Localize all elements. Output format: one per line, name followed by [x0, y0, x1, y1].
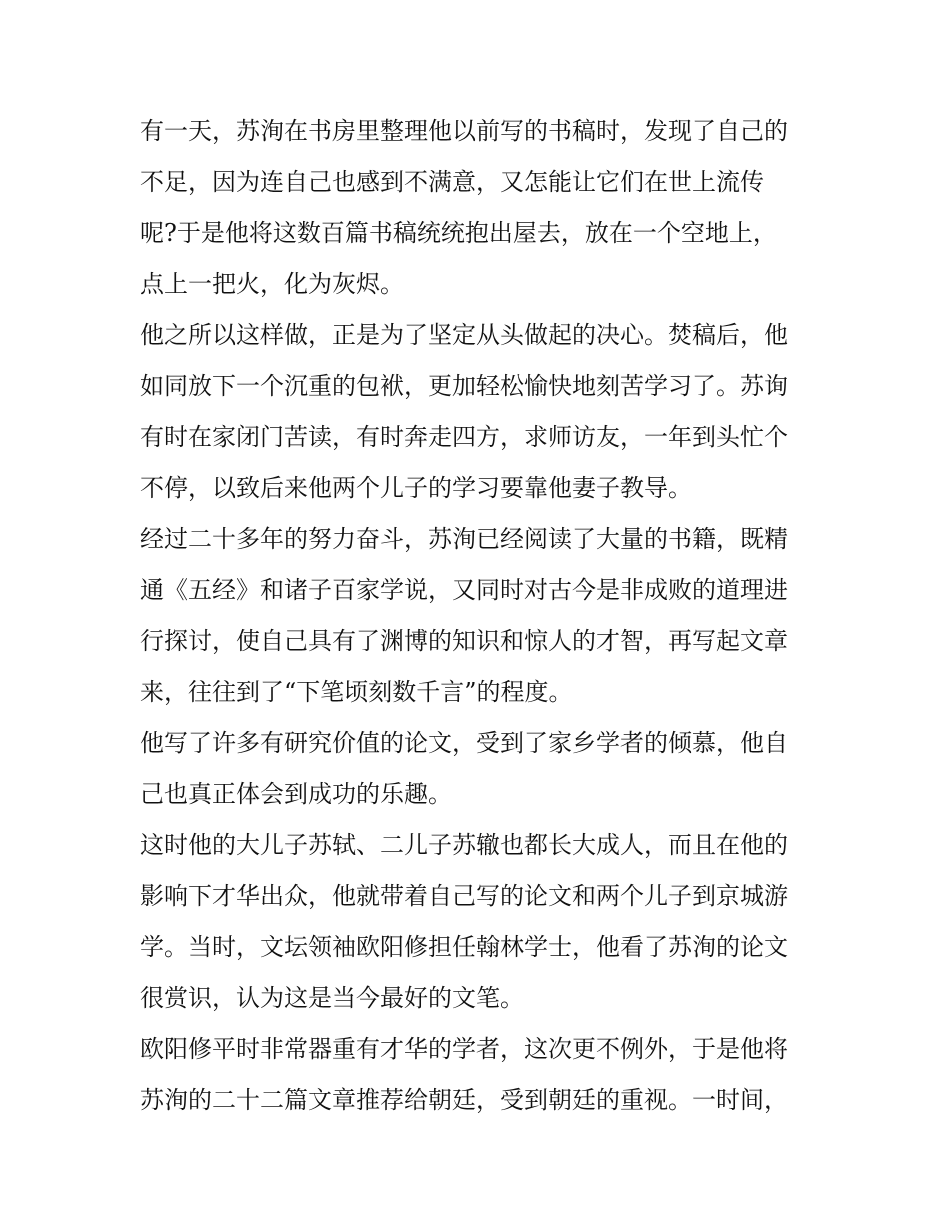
text-line: 来，往往到了“下笔顷刻数千言”的程度。: [140, 678, 573, 706]
text-line: 欧阳修平时非常器重有才华的学者，这次更不例外，于是他将: [140, 1035, 788, 1063]
document-body: [140, 106, 830, 1126]
text-line: 学。当时，文坛领袖欧阳修担任翰林学士，他看了苏洵的论文: [140, 933, 788, 961]
text-line: 不足，因为连自己也感到不满意，又怎能让它们在世上流传: [140, 168, 764, 196]
text-line: 影响下才华出众，他就带着自己写的论文和两个儿子到京城游: [140, 882, 788, 910]
text-line: 点上一把火，化为灰烬。: [140, 270, 404, 298]
text-line: 不停，以致后来他两个儿子的学习要靠他妻子教导。: [140, 474, 692, 502]
text-line: 有一天，苏洵在书房里整理他以前写的书稿时，发现了自己的: [140, 117, 788, 145]
text-line: 这时他的大儿子苏轼、二儿子苏辙也都长大成人，而且在他的: [140, 831, 788, 859]
text-line: 行探讨，使自己具有了渊博的知识和惊人的才智，再写起文章: [140, 627, 788, 655]
text-line: 很赏识，认为这是当今最好的文笔。: [140, 984, 524, 1012]
text-line: 通《五经》和诸子百家学说，又同时对古今是非成败的道理进: [140, 576, 788, 604]
text-line: 呢?于是他将这数百篇书稿统统抱出屋去，放在一个空地上，: [140, 219, 777, 247]
text-line: 如同放下一个沉重的包袱，更加轻松愉快地刻苦学习了。苏询: [140, 372, 788, 400]
text-line: 有时在家闭门苦读，有时奔走四方，求师访友，一年到头忙个: [140, 423, 788, 451]
text-line: 他写了许多有研究价值的论文，受到了家乡学者的倾慕，他自: [140, 729, 788, 757]
text-line: 己也真正体会到成功的乐趣。: [140, 780, 452, 808]
text-line: 苏洵的二十二篇文章推荐给朝廷，受到朝廷的重视。一时间，: [140, 1086, 788, 1114]
text-line: 他之所以这样做，正是为了坚定从头做起的决心。焚稿后，他: [140, 321, 788, 349]
text-line: 经过二十多年的努力奋斗，苏洵已经阅读了大量的书籍，既精: [140, 525, 788, 553]
